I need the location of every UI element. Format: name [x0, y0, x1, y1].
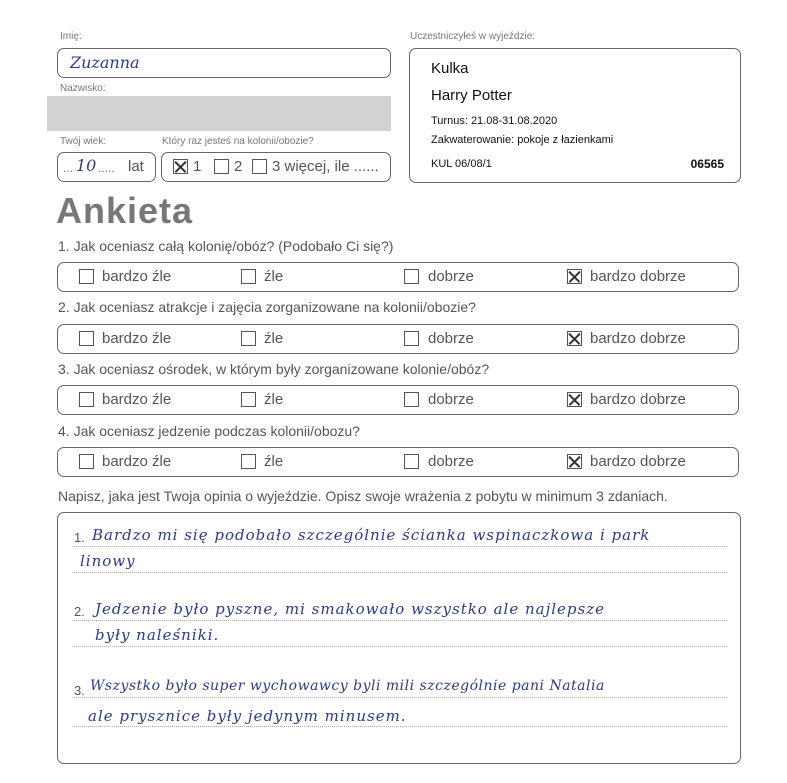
q1-option-bardzo-zle: bardzo źle — [102, 268, 172, 285]
q2-option-dobrze: dobrze — [428, 330, 474, 347]
participant-code: KUL 06/08/1 — [431, 158, 492, 170]
q3-checkbox-zle[interactable] — [241, 392, 256, 407]
question-2-text: 2. Jak oceniasz atrakcje i zajęcia zorganizowane na kolonii/obozie? — [58, 299, 476, 315]
q1-option-zle: źle — [264, 268, 284, 285]
q4-checkbox-dobrze[interactable] — [404, 454, 419, 469]
age-dots-right: ..... — [98, 161, 115, 175]
age-field[interactable] — [57, 152, 156, 182]
q1-checkbox-dobrze[interactable] — [404, 269, 419, 284]
which-time-checkbox-1[interactable] — [173, 159, 188, 174]
participant-label: Uczestniczyłeś w wyjeździe: — [410, 31, 536, 42]
age-dots-left: ... — [63, 161, 74, 175]
which-time-option-2: 2 — [234, 158, 243, 175]
q2-option-bardzo-zle: bardzo źle — [102, 330, 172, 347]
survey-title: Ankieta — [56, 190, 194, 231]
which-time-checkbox-2[interactable] — [214, 159, 229, 174]
q4-checkbox-zle[interactable] — [241, 454, 256, 469]
question-4-answers — [57, 447, 739, 477]
writing-line — [72, 546, 727, 547]
q4-checkbox-bardzo-dobrze[interactable] — [567, 454, 582, 469]
opinion-entry-1-number: 1. — [74, 530, 85, 545]
q4-checkbox-bardzo-zle[interactable] — [79, 454, 94, 469]
opinion-entry-1-line1: Bardzo mi się podobało szczególnie ścianka wspinaczkowa i park — [92, 526, 651, 544]
question-3-text: 3. Jak oceniasz ośrodek, w którym były zorganizowane kolonie/obóz? — [58, 361, 490, 377]
which-time-option-1: 1 — [193, 158, 202, 175]
opinion-entry-2-number: 2. — [74, 604, 85, 619]
opinion-prompt: Napisz, jaka jest Twoja opinia o wyjeździe. Opisz swoje wrażenia z pobytu w minimum 3 zdaniach. — [58, 488, 668, 504]
question-4-text: 4. Jak oceniasz jedzenie podczas kolonii/obozu? — [58, 423, 360, 439]
age-label: Twój wiek: — [60, 136, 107, 147]
q2-checkbox-dobrze[interactable] — [404, 331, 419, 346]
first-name-field[interactable] — [57, 48, 391, 78]
q3-option-dobrze: dobrze — [428, 391, 474, 408]
participant-number: 06565 — [690, 157, 724, 171]
writing-line — [72, 726, 727, 727]
q3-option-bardzo-zle: bardzo źle — [102, 391, 172, 408]
q4-option-dobrze: dobrze — [428, 453, 474, 470]
q3-checkbox-bardzo-dobrze[interactable] — [567, 392, 582, 407]
which-time-option-3: 3 więcej, ile ...... — [272, 158, 379, 175]
opinion-entry-3-line1: Wszystko było super wychowawcy byli mili szczególnie pani Natalia — [90, 678, 605, 694]
question-3-answers — [57, 385, 739, 415]
participant-line1: Kulka — [431, 60, 469, 77]
last-name-label: Nazwisko: — [60, 83, 106, 94]
q2-checkbox-zle[interactable] — [241, 331, 256, 346]
first-name-value: Zuzanna — [70, 53, 140, 72]
q3-option-zle: źle — [264, 391, 284, 408]
q2-option-zle: źle — [264, 330, 284, 347]
q2-checkbox-bardzo-dobrze[interactable] — [567, 331, 582, 346]
writing-line — [72, 620, 727, 621]
opinion-entry-2-line2: były naleśniki. — [95, 626, 220, 644]
question-2-answers — [57, 324, 739, 354]
writing-line — [72, 646, 727, 647]
opinion-entry-3-line2: ale prysznice były jedynym minusem. — [88, 707, 407, 725]
q3-checkbox-dobrze[interactable] — [404, 392, 419, 407]
age-unit: lat — [128, 158, 144, 175]
first-name-label: Imię: — [60, 31, 82, 42]
participant-turnus: Turnus: 21.08-31.08.2020 — [431, 115, 558, 127]
q4-option-bardzo-zle: bardzo źle — [102, 453, 172, 470]
q1-checkbox-bardzo-dobrze[interactable] — [567, 269, 582, 284]
writing-line — [72, 572, 727, 573]
q2-checkbox-bardzo-zle[interactable] — [79, 331, 94, 346]
redacted-last-name — [47, 96, 391, 131]
question-1-answers — [57, 262, 739, 292]
q4-option-zle: źle — [264, 453, 284, 470]
q3-option-bardzo-dobrze: bardzo dobrze — [590, 391, 686, 408]
which-time-checkbox-3[interactable] — [252, 159, 267, 174]
which-time-label: Który raz jesteś na kolonii/obozie? — [162, 136, 314, 147]
opinion-entry-1-line2: linowy — [80, 552, 136, 570]
age-value: 10 — [76, 156, 97, 175]
q1-checkbox-zle[interactable] — [241, 269, 256, 284]
q1-option-bardzo-dobrze: bardzo dobrze — [590, 268, 686, 285]
question-1-text: 1. Jak oceniasz całą kolonię/obóz? (Podobało Ci się?) — [58, 238, 394, 254]
q1-option-dobrze: dobrze — [428, 268, 474, 285]
which-time-field — [161, 152, 391, 182]
opinion-entry-3-number: 3. — [74, 683, 85, 698]
q4-option-bardzo-dobrze: bardzo dobrze — [590, 453, 686, 470]
participant-accommodation: Zakwaterowanie: pokoje z łazienkami — [431, 134, 614, 146]
q3-checkbox-bardzo-zle[interactable] — [79, 392, 94, 407]
opinion-entry-2-line1: Jedzenie było pyszne, mi smakowało wszystko ale najlepsze — [95, 600, 606, 618]
q1-checkbox-bardzo-zle[interactable] — [79, 269, 94, 284]
q2-option-bardzo-dobrze: bardzo dobrze — [590, 330, 686, 347]
writing-line — [72, 697, 727, 698]
participant-line2: Harry Potter — [431, 87, 512, 104]
participant-box — [409, 48, 741, 183]
